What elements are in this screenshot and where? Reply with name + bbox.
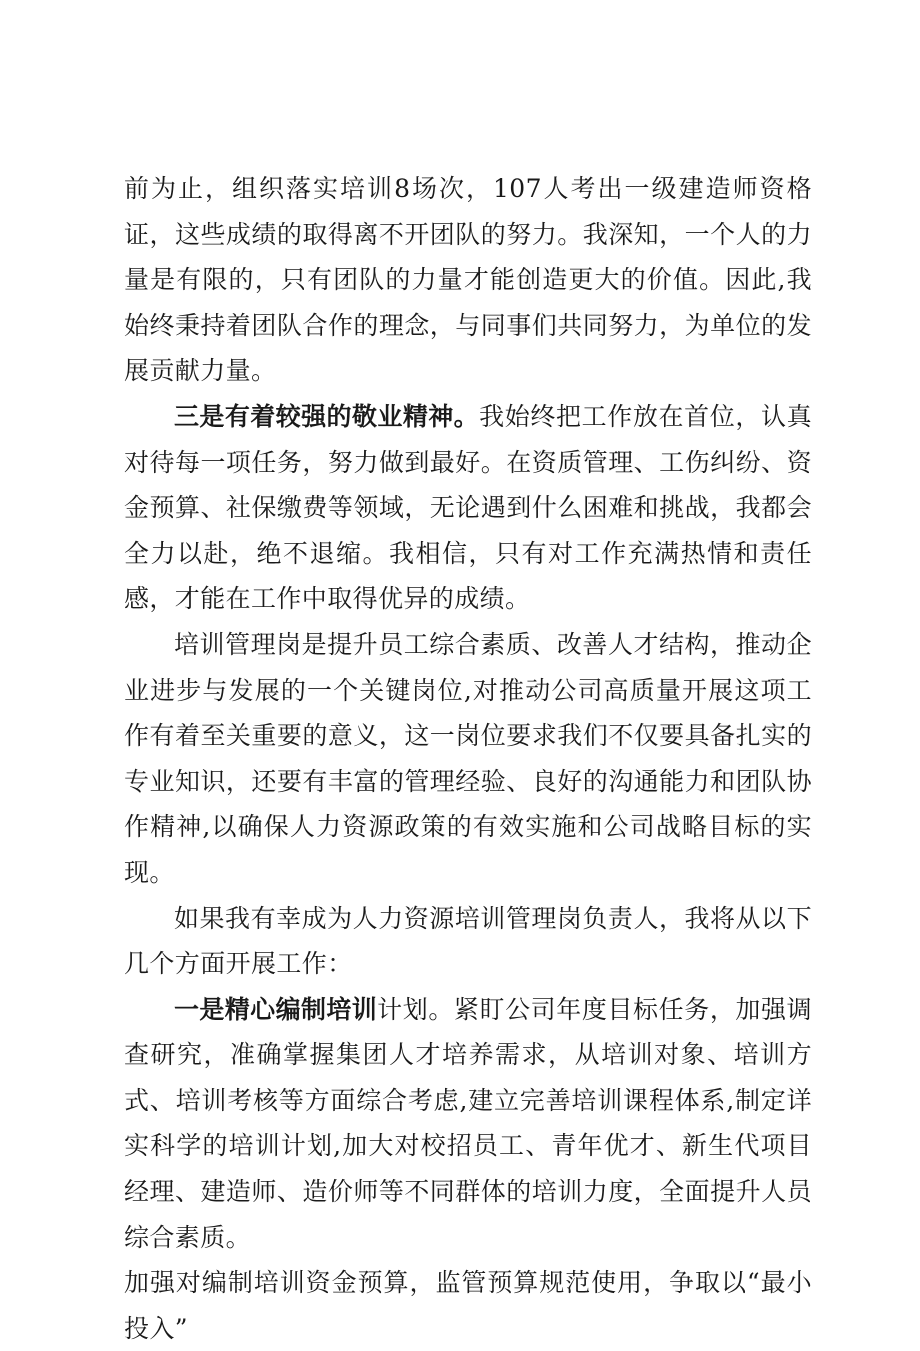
document-body	[124, 166, 812, 1351]
paragraph-dedication	[124, 394, 812, 622]
paragraph-team-results	[124, 166, 812, 394]
paragraph-lead-heading: 三是有着较强的敬业精神。	[174, 401, 480, 431]
paragraph-lead-heading: 一是精心编制培训	[174, 994, 378, 1024]
paragraph-training-plan	[124, 987, 812, 1261]
paragraph-text: 加强对编制培训资金预算，监管预算规范使用，争取以“最小投入”	[124, 1268, 812, 1343]
paragraph-text: 计划。紧盯公司年度目标任务，加强调查研究，准确掌握集团人才培养需求，从培训对象、培训方式、培训考核等方面综合考虑,建立完善培训课程体系,制定详实科学的培训计划,加大对校招员工、青年优才、新生代项目经理、建造师、造价师等不同群体的培训力度，全面提升人员综合素质。	[124, 994, 812, 1252]
paragraph-role-importance	[124, 622, 812, 896]
paragraph-budget	[124, 1260, 812, 1351]
paragraph-text: 如果我有幸成为人力资源培训管理岗负责人，我将从以下几个方面开展工作：	[124, 903, 812, 979]
paragraph-text: 前为止，组织落实培训8场次，107人考出一级建造师资格证，这些成绩的取得离不开团队的努力。我深知，一个人的力量是有限的，只有团队的力量才能创造更大的价值。因此,我始终秉持着团队合作的理念，与同事们共同努力，为单位的发展贡献力量。	[124, 174, 812, 386]
paragraph-work-plan-intro	[124, 896, 812, 987]
paragraph-text: 我始终把工作放在首位，认真对待每一项任务，努力做到最好。在资质管理、工伤纠纷、资金预算、社保缴费等领域，无论遇到什么困难和挑战，我都会全力以赴，绝不退缩。我相信，只有对工作充满热情和责任感，才能在工作中取得优异的成绩。	[124, 401, 813, 614]
paragraph-text: 培训管理岗是提升员工综合素质、改善人才结构，推动企业进步与发展的一个关键岗位,对推动公司高质量开展这项工作有着至关重要的意义，这一岗位要求我们不仅要具备扎实的专业知识，还要有丰富的管理经验、良好的沟通能力和团队协作精神,以确保人力资源政策的有效实施和公司战略目标的实现。	[124, 629, 812, 887]
